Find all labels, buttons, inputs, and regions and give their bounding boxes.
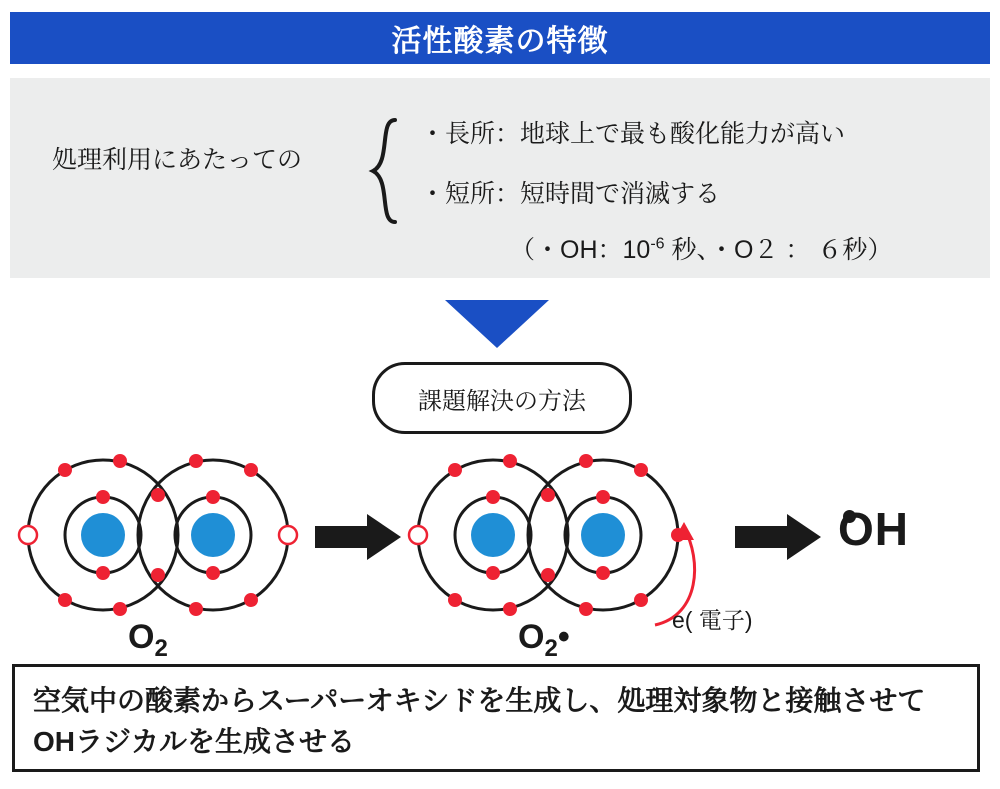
reaction-arrow-1-icon [315,512,405,562]
reaction-diagram [0,440,1000,660]
title-bar [10,12,990,64]
lifetime-note-prefix: （・OH：10 [510,236,651,264]
advantage-text: ・長所：地球上で最も酸化能力が高い [420,120,846,148]
o2-label-main: O [128,618,155,656]
info-panel [10,78,990,278]
lifetime-note-suffix: 秒、・O２ ： ６秒） [664,236,893,264]
o2-molecule-diagram [10,440,310,640]
superoxide-label-main: O [518,618,545,656]
superoxide-label [518,618,570,663]
callout-bubble [372,362,632,434]
reaction-arrow-2-icon [735,512,825,562]
caption-box [12,664,980,772]
superoxide-label-sub: 2 [544,634,558,662]
o2-label [128,618,168,663]
page-title: 活性酸素の特徴 [391,25,609,58]
superoxide-molecule-diagram [400,440,710,640]
disadvantage-text: ・短所：短時間で消滅する [420,180,721,208]
caption-text [33,681,963,762]
superoxide-label-radical: • [557,618,570,656]
caption-line-1: 空気中の酸素からスーパーオキシドを生成し、処理対象物と接触さ [33,685,870,716]
down-arrow-icon [437,298,557,350]
lifetime-note-exponent: -6 [650,235,665,253]
electron-label: e( 電子) [672,607,753,633]
callout-label: 課題解決の方法 [418,387,586,415]
brace-icon [365,116,405,226]
lifetime-note [510,230,892,266]
oh-radical-label: OH [838,503,909,555]
caption-line-2: せてOHラジカルを生成させる [33,685,926,757]
o2-label-sub: 2 [154,634,168,662]
info-lead-text: 処理利用にあたっての [52,146,303,174]
